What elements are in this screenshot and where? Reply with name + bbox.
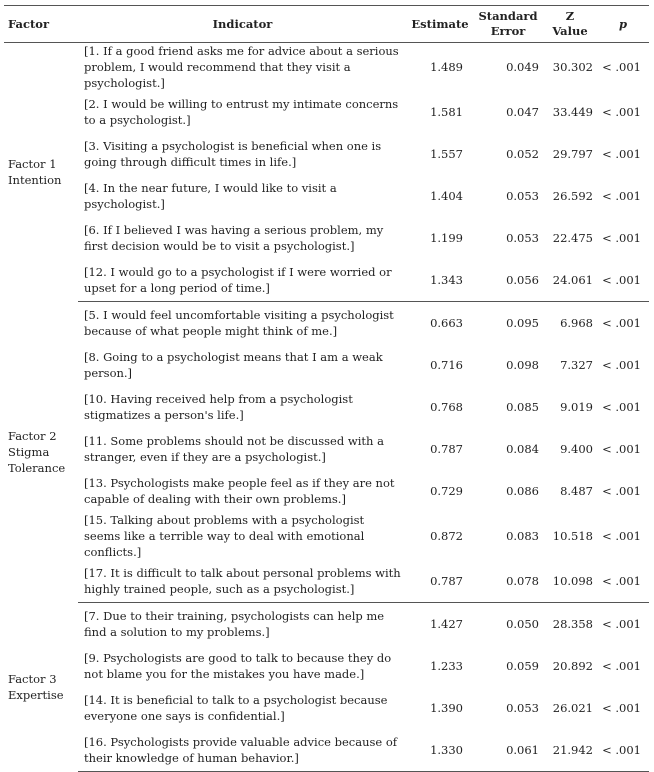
estimate-cell: 1.489: [430, 60, 463, 74]
indicator-cell: [14. It is beneficial to talk to a psychologist because everyone one says is confidential.]: [84, 693, 388, 723]
standard-error-cell: 0.049: [506, 60, 539, 74]
indicator-cell: [4. In the near future, I would like to visit a psychologist.]: [84, 181, 337, 211]
factor-label-line: Expertise: [8, 688, 64, 702]
estimate-cell: 1.233: [430, 659, 463, 673]
z-value-cell: 7.327: [560, 358, 593, 372]
table-row: [4, 512, 649, 560]
p-value-cell: < .001: [602, 316, 641, 330]
table-row: [4, 344, 649, 386]
p-value-cell: < .001: [602, 400, 641, 414]
standard-error-cell: 0.053: [506, 701, 539, 715]
table-row: [4, 603, 649, 646]
table-row: [4, 43, 649, 92]
p-value-cell: < .001: [597, 729, 649, 772]
indicator-cell: [10. Having received help from a psychologist stigmatizes a person's life.]: [84, 392, 353, 422]
z-value-cell: 28.358: [552, 617, 593, 631]
header-factor: Factor: [4, 6, 78, 43]
header-z-value: Z Value: [543, 6, 597, 43]
indicator-cell: [8. Going to a psychologist means that I am a weak person.]: [84, 350, 383, 380]
estimate-cell: 1.557: [430, 147, 463, 161]
table-row: [4, 428, 649, 470]
z-value-cell: 6.968: [560, 316, 593, 330]
z-value-cell: 22.475: [552, 231, 593, 245]
table-row: [4, 259, 649, 302]
z-value-cell: 9.019: [560, 400, 593, 414]
table-row: [4, 687, 649, 729]
indicator-cell: [15. Talking about problems with a psychologist seems like a terrible way to deal with emotional conflicts.]: [84, 513, 365, 559]
factor-label-line: Tolerance: [8, 461, 66, 475]
factor-label-line: Intention: [8, 173, 62, 188]
table-row: [4, 217, 649, 259]
indicator-cell: [13. Psychologists make people feel as if they are not capable of dealing with their own problems.]: [84, 476, 395, 506]
standard-error-cell: 0.061: [473, 729, 543, 772]
indicator-cell: [6. If I believed I was having a serious problem, my first decision would be to visit a psychologist.]: [84, 223, 384, 253]
standard-error-cell: 0.059: [506, 659, 539, 673]
estimate-cell: 1.330: [407, 729, 473, 772]
standard-error-cell: 0.086: [506, 484, 539, 498]
standard-error-cell: 0.095: [506, 316, 539, 330]
standard-error-cell: 0.056: [473, 259, 543, 302]
table-row: [4, 645, 649, 687]
p-value-cell: < .001: [602, 358, 641, 372]
estimate-cell: 1.199: [430, 231, 463, 245]
factor-label: [4, 43, 78, 302]
header-indicator: Indicator: [78, 6, 407, 43]
estimate-cell: 0.787: [407, 560, 473, 603]
estimate-cell: 0.729: [430, 484, 463, 498]
standard-error-cell: 0.047: [506, 105, 539, 119]
standard-error-cell: 0.085: [506, 400, 539, 414]
estimate-cell: 1.427: [430, 617, 463, 631]
z-value-cell: 33.449: [552, 105, 593, 119]
indicator-cell: [11. Some problems should not be discussed with a stranger, even if they are a psychologist.]: [84, 434, 384, 464]
z-value-cell: 26.592: [552, 189, 593, 203]
indicator-cell: [12. I would go to a psychologist if I were worried or upset for a long period of time.]: [78, 259, 407, 302]
p-value-cell: < .001: [597, 259, 649, 302]
table-row: [4, 729, 649, 772]
table-row: [4, 386, 649, 428]
p-value-cell: < .001: [602, 147, 641, 161]
z-value-cell: 29.797: [552, 147, 593, 161]
header-standard-error: Standard Error: [473, 6, 543, 43]
table-row: [4, 175, 649, 217]
standard-error-cell: 0.052: [506, 147, 539, 161]
standard-error-cell: 0.098: [506, 358, 539, 372]
z-value-cell: 24.061: [543, 259, 597, 302]
z-value-cell: 9.400: [560, 442, 593, 456]
factor-label-line: Stigma: [8, 445, 50, 459]
standard-error-cell: 0.078: [473, 560, 543, 603]
estimate-cell: 1.343: [407, 259, 473, 302]
standard-error-cell: 0.053: [506, 231, 539, 245]
indicator-cell: [7. Due to their training, psychologists can help me find a solution to my problems.]: [84, 609, 385, 639]
indicator-cell: [9. Psychologists are good to talk to because they do not blame you for the mistakes you have made.]: [84, 651, 392, 681]
p-value-cell: < .001: [602, 484, 641, 498]
factor-label-line: Factor 1: [8, 157, 57, 172]
indicator-cell: [16. Psychologists provide valuable advice because of their knowledge of human behavior.]: [78, 729, 407, 772]
header-p: p: [597, 6, 649, 43]
z-value-cell: 21.942: [543, 729, 597, 772]
table-row: [4, 133, 649, 175]
factor-label-line: Factor 3: [8, 672, 57, 686]
z-value-cell: 26.021: [552, 701, 593, 715]
z-value-cell: 8.487: [560, 484, 593, 498]
table-row: [4, 470, 649, 512]
standard-error-cell: 0.083: [506, 529, 539, 543]
estimate-cell: 0.663: [430, 316, 463, 330]
p-value-cell: < .001: [602, 529, 641, 543]
estimate-cell: 0.716: [430, 358, 463, 372]
indicator-cell: [5. I would feel uncomfortable visiting a psychologist because of what people might think of me.]: [84, 308, 394, 338]
indicator-cell: [1. If a good friend asks me for advice about a serious problem, I would recommend that they visit a psychologist.]: [84, 44, 399, 90]
table-row: [4, 560, 649, 603]
table-body: [4, 43, 649, 772]
p-value-cell: < .001: [602, 189, 641, 203]
estimate-cell: 1.404: [430, 189, 463, 203]
header-estimate: Estimate: [407, 6, 473, 43]
standard-error-cell: 0.050: [506, 617, 539, 631]
estimate-cell: 1.390: [430, 701, 463, 715]
p-value-cell: < .001: [602, 617, 641, 631]
indicator-cell: [17. It is difficult to talk about personal problems with highly trained people, such as a psychologist.]: [78, 560, 407, 603]
factor-label: [4, 603, 78, 772]
standard-error-cell: 0.084: [506, 442, 539, 456]
factor-loadings-table: [4, 5, 649, 772]
estimate-cell: 1.581: [430, 105, 463, 119]
p-value-cell: < .001: [602, 659, 641, 673]
p-value-cell: < .001: [597, 560, 649, 603]
z-value-cell: 10.518: [552, 529, 593, 543]
p-value-cell: < .001: [602, 442, 641, 456]
table-header-row: [4, 6, 649, 43]
z-value-cell: 10.098: [543, 560, 597, 603]
standard-error-cell: 0.053: [506, 189, 539, 203]
table-row: [4, 91, 649, 133]
p-value-cell: < .001: [602, 60, 641, 74]
factor-label-line: Factor 2: [8, 429, 57, 443]
p-value-cell: < .001: [602, 701, 641, 715]
estimate-cell: 0.787: [430, 442, 463, 456]
z-value-cell: 30.302: [552, 60, 593, 74]
p-value-cell: < .001: [602, 105, 641, 119]
p-value-cell: < .001: [602, 231, 641, 245]
table-row: [4, 302, 649, 345]
estimate-cell: 0.872: [430, 529, 463, 543]
indicator-cell: [2. I would be willing to entrust my intimate concerns to a psychologist.]: [84, 97, 399, 127]
indicator-cell: [3. Visiting a psychologist is beneficial when one is going through difficult times in life.]: [84, 139, 382, 169]
factor-label: [4, 302, 78, 603]
estimate-cell: 0.768: [430, 400, 463, 414]
z-value-cell: 20.892: [552, 659, 593, 673]
